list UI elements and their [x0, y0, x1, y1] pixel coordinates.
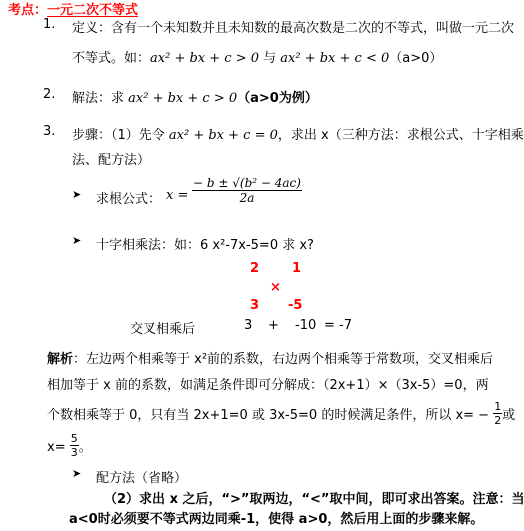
steps-line-1 [72, 124, 524, 143]
definition-condition: （a>0） [389, 51, 443, 66]
cross-result-sum: = -7 [324, 318, 352, 333]
definition-prefix: 不等式。如： [72, 51, 151, 66]
steps-equation: ax² + bx + c = 0 [168, 128, 278, 143]
definition-conjunction: 与 [259, 51, 281, 66]
item-number-3: 3. [43, 124, 56, 139]
cross-method-label: 十字相乘法：如：6 x²-7x-5=0 求 x? [96, 238, 314, 253]
cross-result-b: -10 [295, 318, 317, 333]
solution-line [72, 87, 318, 106]
formula-label: 求根公式： [96, 192, 162, 207]
formula-denominator: 2a [239, 191, 255, 205]
item-number-2: 2. [43, 87, 56, 102]
analysis-line-3 [47, 402, 515, 429]
fraction-2-denominator: 3 [70, 446, 78, 459]
section-heading [8, 0, 138, 18]
fraction-2-numerator: 5 [70, 432, 78, 445]
analysis-text-3: 个数相乘等于 0，只有当 2x+1=0 或 3x-5=0 的时候满足条件，所以 x= − [47, 408, 490, 423]
analysis-text-1: ：左边两个相乘等于 x²前的系数，右边两个相乘等于常数项，交叉相乘后 [73, 352, 494, 367]
analysis-line-4 [47, 434, 92, 461]
bullet-arrow-icon: ➤ [72, 467, 82, 480]
analysis-line-1 [47, 348, 493, 367]
formula-numerator: − b ± √(b² − 4ac) [193, 176, 301, 190]
analysis-x-equals: x= [47, 440, 66, 455]
example-inequality-1: ax² + bx + c > 0 [150, 51, 259, 66]
item-number-1: 1. [43, 17, 56, 32]
cross-top-right: 1 [292, 261, 302, 276]
solution-note: （a>0为例） [237, 91, 318, 106]
bullet-arrow-icon: ➤ [72, 188, 82, 201]
steps-methods: ，求出 x（三种方法：求根公式、十字相乘 [277, 128, 524, 143]
cross-times-icon: × [270, 280, 281, 295]
step2-note-colon: ：当 [498, 492, 524, 507]
quadratic-formula [192, 176, 302, 205]
cross-top-left: 2 [250, 261, 260, 276]
steps-prefix: 步骤：（1）先令 [72, 128, 169, 143]
analysis-period: 。 [78, 440, 92, 455]
cross-result-a: 3 [244, 318, 253, 333]
formula-lhs: x = [166, 188, 189, 203]
cross-result-label: 交叉相乘后 [130, 322, 196, 337]
analysis-line-2: 相加等于 x 前的系数，如满足条件即可分解成：（2x+1）×（3x-5）=0，两 [47, 378, 489, 393]
completing-square-label: 配方法（省略） [96, 471, 188, 486]
solution-label: 解法：求 [72, 91, 129, 106]
example-inequality-2: ax² + bx + c < 0 [280, 51, 390, 66]
definition-line-2 [72, 47, 442, 66]
steps-line-2: 法、配方法） [72, 153, 151, 168]
cross-result-plus: + [268, 318, 279, 333]
cross-bottom-left: 3 [250, 298, 260, 313]
heading-label: 考点： [8, 3, 48, 18]
step2-line-1 [104, 488, 524, 507]
analysis-or: 或 [502, 408, 516, 423]
fraction-1-denominator: 2 [494, 414, 502, 427]
bullet-arrow-icon: ➤ [72, 234, 82, 247]
fraction-1-numerator: 1 [494, 400, 502, 413]
definition-line-1: 定义：含有一个未知数并且未知数的最高次数是二次的不等式，叫做一元二次 [72, 21, 515, 36]
heading-topic: 一元二次不等式 [47, 3, 139, 18]
step2-text: （2）求出 x 之后，“>”取两边，“<”取中间，即可求出答案。 [104, 492, 473, 507]
solution-inequality: ax² + bx + c > 0 [128, 91, 238, 106]
step2-line-2: a<0时必须要不等式两边同乘-1，使得 a>0，然后用上面的步骤来解。 [69, 512, 484, 527]
analysis-label: 解析 [47, 352, 74, 367]
cross-bottom-right: -5 [288, 298, 303, 313]
step2-note-label: 注意 [472, 492, 499, 507]
